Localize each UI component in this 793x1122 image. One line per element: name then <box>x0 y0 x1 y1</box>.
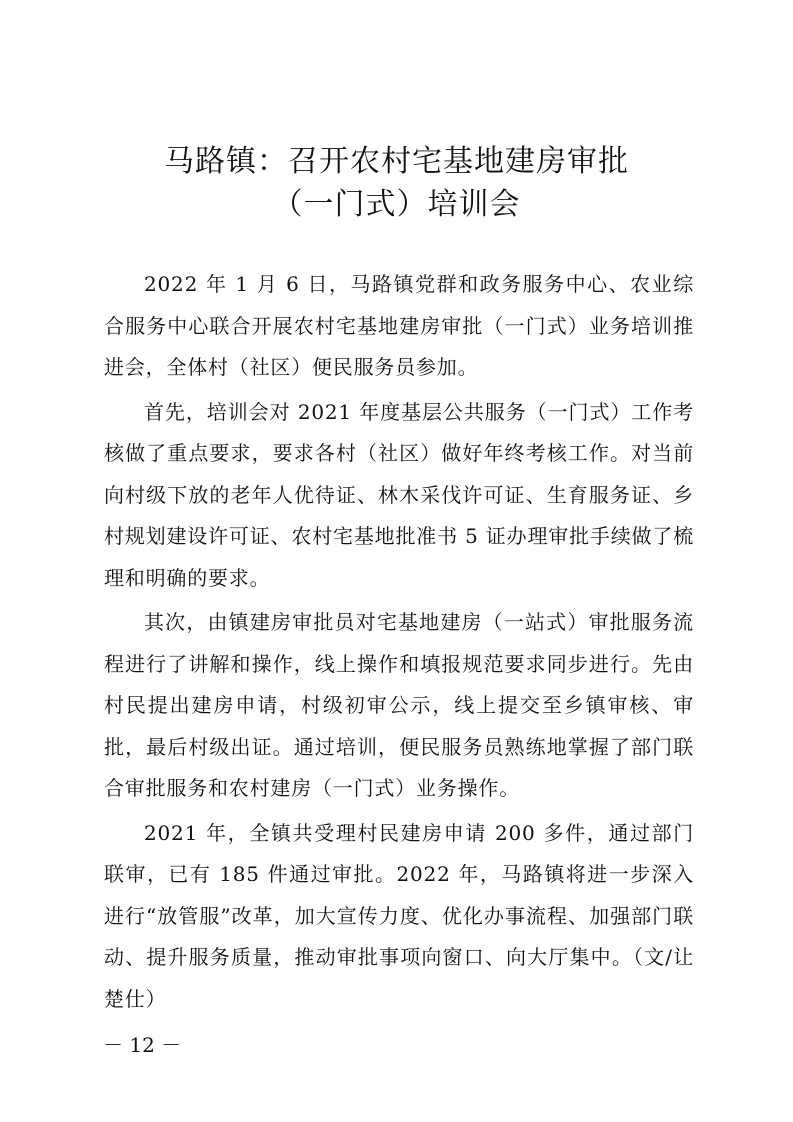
paragraph-4: 2021 年，全镇共受理村民建房申请 200 多件，通过部门联审，已有 185 件通过审批。2022 年，马路镇将进一步深入进行“放管服”改革，加大宣传力度、优化办事流程、加强部门联动、提升服务质量，推动审批事项向窗口、向大厅集中。（文/让楚仕） <box>104 820 694 1011</box>
paragraph-2: 首先，培训会对 2021 年度基层公共服务（一门式）工作考核做了重点要求，要求各村（社区）做好年终考核工作。对当前向村级下放的老年人优待证、林木采伐许可证、生育服务证、乡村规划建设许可证、农村宅基地批准书 5 证办理审批手续做了梳理和明确的要求。 <box>104 399 694 590</box>
paragraph-3: 其次，由镇建房审批员对宅基地建房（一站式）审批服务流程进行了讲解和操作，线上操作和填报规范要求同步进行。先由村民提出建房申请，村级初审公示，线上提交至乡镇审核、审批，最后村级出证。通过培训，便民服务员熟练地掌握了部门联合审批服务和农村建房（一门式）业务操作。 <box>104 610 694 800</box>
article-body <box>104 264 694 1023</box>
page-title-line-2: （一门式）培训会 <box>272 187 521 222</box>
page-title-line-1: 马路镇：召开农村宅基地建房审批 <box>164 144 629 179</box>
paragraph-1: 2022 年 1 月 6 日，马路镇党群和政务服务中心、农业综合服务中心联合开展农村宅基地建房审批（一门式）业务培训推进会，全体村（社区）便民服务员参加。 <box>104 272 694 379</box>
page-number: － 12 － <box>103 1033 182 1057</box>
